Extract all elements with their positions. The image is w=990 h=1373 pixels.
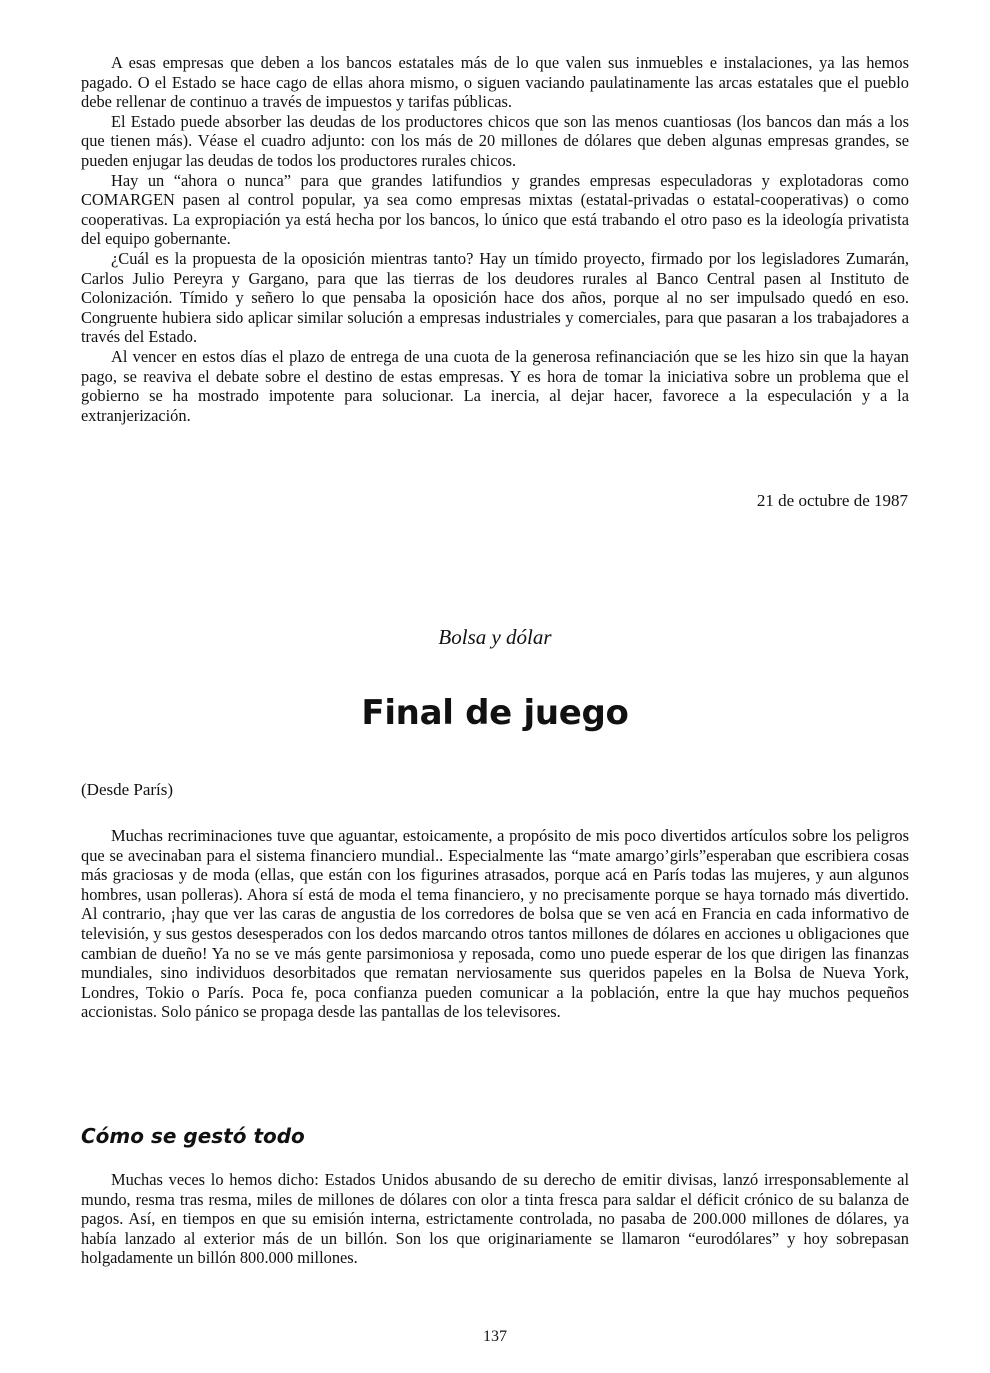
paragraph: Al vencer en estos días el plazo de entrega de una cuota de la generosa refinanciación que se les hizo sin que la hayan pago, se reaviva el debate sobre el destino de estas empresas. Y es hora de tomar la iniciativa sobre un problema que el gobierno se ha mostrado impotente para solucionar. La inercia, al dejar hacer, favorece a la especulación y a la extranjerización.	[81, 346, 909, 425]
paragraph: Muchas veces lo hemos dicho: Estados Unidos abusando de su derecho de emitir divisas, lanzó irresponsablemente al mundo, resma tras resma, miles de millones de dólares con olor a tinta fresca para saldar el déficit crónico de su balanza de pagos. Así, en tiempos en que su emisión interna, estrictamente controlada, no pasaba de 200.000 millones de dólares, ya había lanzado al exterior más de un billón. Son los que originariamente se llamaron “eurodólares” y hoy sobrepasan holgadamente un billón 800.000 millones.	[81, 1170, 909, 1268]
paragraph: A esas empresas que deben a los bancos estatales más de lo que valen sus inmuebles e instalaciones, ya las hemos pagado. O el Estado se hace cago de ellas ahora mismo, o siguen vaciando paulatinamente las arcas estatales que el pueblo debe rellenar de continuo a través de impuestos y tarifas públicas.	[81, 53, 909, 112]
article-dateline: (Desde París)	[81, 780, 174, 799]
article-body	[81, 826, 909, 1022]
article-date: 21 de octubre de 1987	[756, 491, 908, 510]
previous-article-text	[81, 53, 909, 425]
page-number: 137	[483, 1328, 507, 1345]
section-body	[81, 1170, 909, 1268]
paragraph: El Estado puede absorber las deudas de los productores chicos que son las menos cuantiosas (los bancos dan más a los que tienen más). Véase el cuadro adjunto: con los más de 20 millones de dólares que deben algunas empresas grandes, se pueden enjugar las deudas de todos los productores rurales chicos.	[81, 111, 909, 170]
article-kicker: Bolsa y dólar	[438, 625, 552, 649]
article-headline: Final de juego	[361, 693, 629, 733]
paragraph: Muchas recriminaciones tuve que aguantar, estoicamente, a propósito de mis poco divertidos artículos sobre los peligros que se avecinaban para el sistema financiero mundial.. Especialmente las “mate amargo’girls”esperaban que escribiera cosas más graciosas y de moda (ellas, que están con los figurines atrasados, porque acá en París todas las mujeres, y aun algunos hombres, usan polleras). Ahora sí está de moda el tema financiero, y no precisamente porque se haya tornado más divertido. Al contrario, ¡hay que ver las caras de angustia de los corredores de bolsa que se ven acá en Francia en cada informativo de televisión, y sus gestos desesperados con los dedos marcando otros tantos millones de dólares en acciones u obligaciones que cambian de dueño! Ya no se ve más gente parsimoniosa y reposada, como uno puede esperar de los que dirigen las finanzas mundiales, sino individuos desorbitados que rematan nerviosamente sus queridos papeles en la Bolsa de Nueva York, Londres, Tokio o París. Poca fe, poca confianza pueden comunicar a la población, entre la que hay muchos pequeños accionistas. Solo pánico se propaga desde las pantallas de los televisores.	[81, 826, 909, 1022]
paragraph: ¿Cuál es la propuesta de la oposición mientras tanto? Hay un tímido proyecto, firmado por los legisladores Zumarán, Carlos Julio Pereyra y Gargano, para que las tierras de los deudores rurales al Banco Central pasen al Instituto de Colonización. Tímido y señero lo que pensaba la oposición hace dos años, porque al no ser impulsado quedó en eso. Congruente hubiera sido aplicar similar solución a empresas industriales y comerciales, para que pasaran a los trabajadores a través del Estado.	[81, 248, 909, 347]
section-subhead: Cómo se gestó todo	[81, 1124, 305, 1148]
paragraph: Hay un “ahora o nunca” para que grandes latifundios y grandes empresas especuladoras y explotadoras como COMARGEN pasen al control popular, ya sea como empresas mixtas (estatal-privadas o estatal-cooperativas) o como cooperativas. La expropiación ya está hecha por los bancos, lo único que está trabando el otro paso es la ideología privatista del equipo gobernante.	[81, 170, 909, 249]
